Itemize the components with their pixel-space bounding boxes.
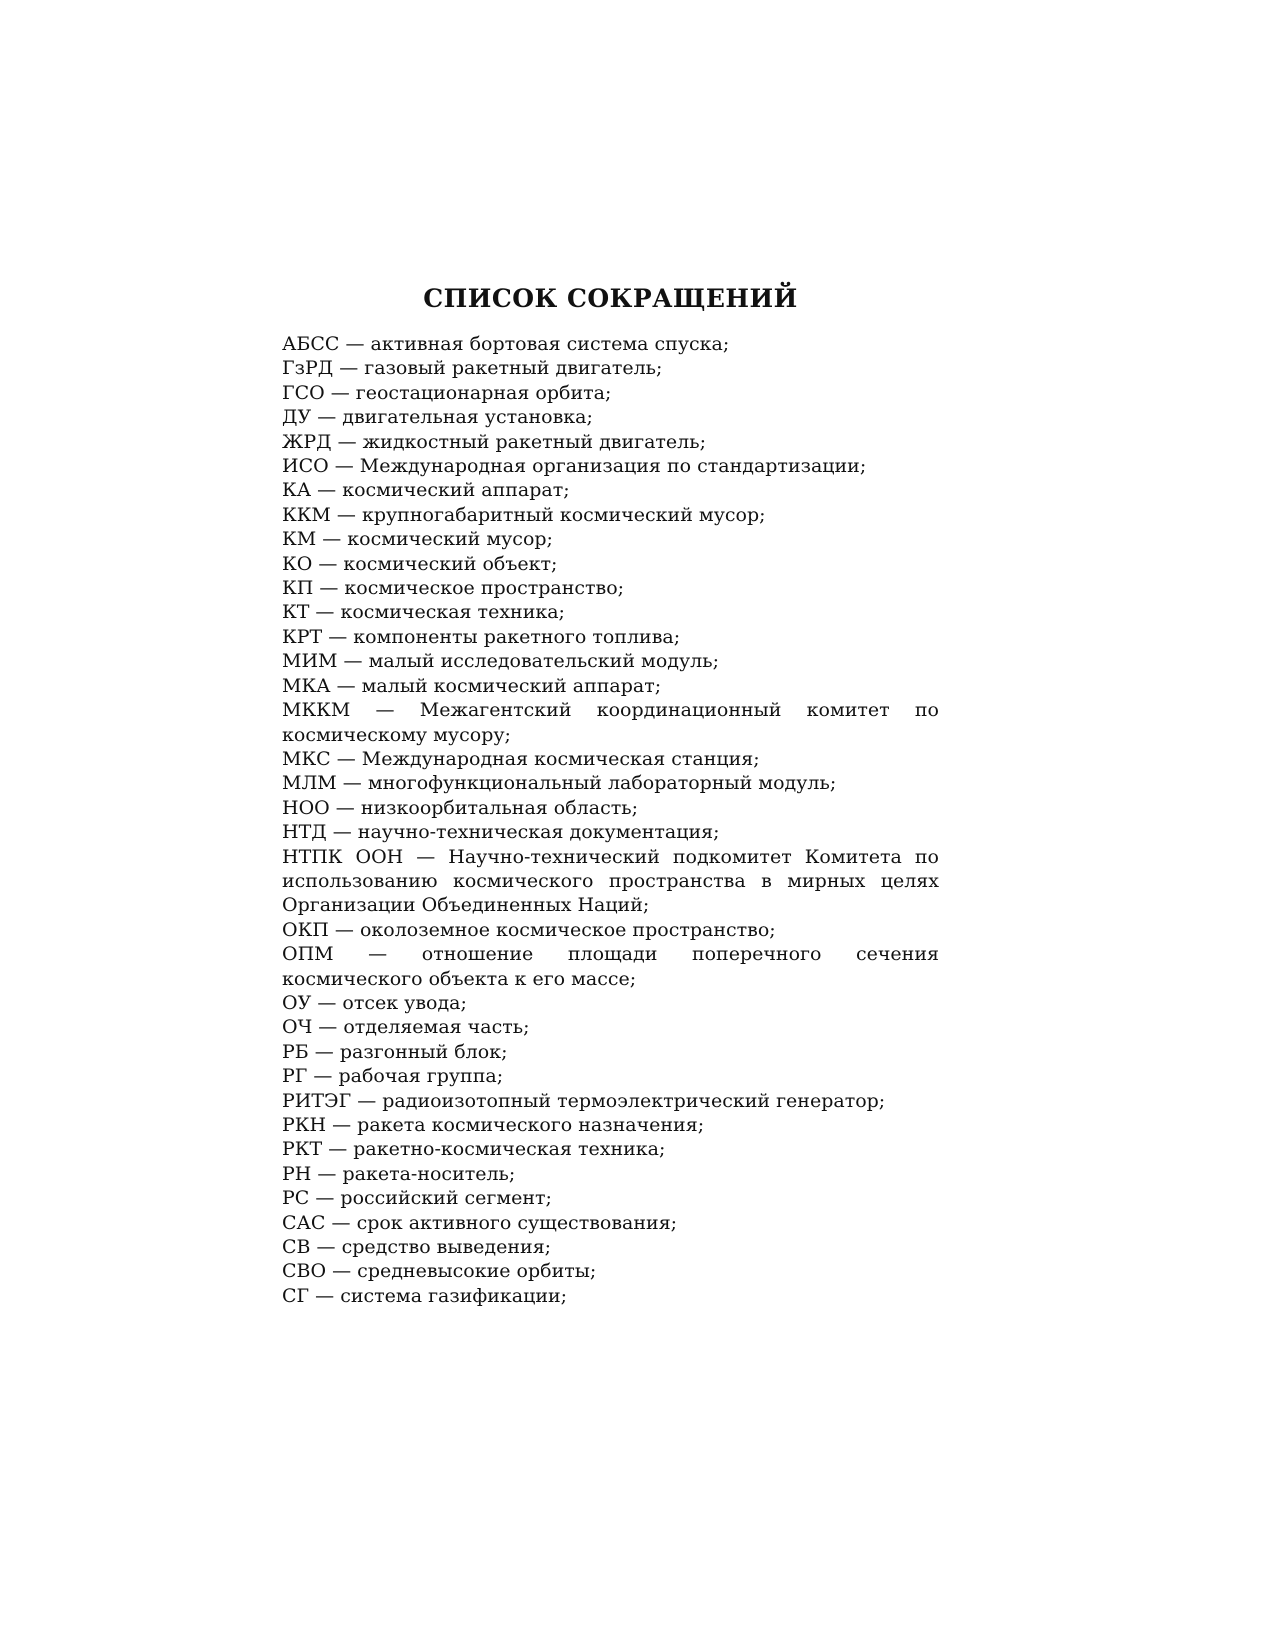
abbreviation-term: МИМ	[282, 650, 338, 673]
abbreviation-term: ОПМ	[282, 943, 334, 966]
abbreviation-definition: ракета космического назначения;	[357, 1114, 705, 1136]
abbreviation-definition: отсек увода;	[342, 991, 467, 1014]
abbreviation-definition: малый исследовательский модуль;	[368, 650, 719, 673]
abbreviation-definition: космический аппарат;	[342, 479, 570, 502]
abbreviation-term: НОО	[282, 796, 330, 819]
abbreviation-term: КМ	[282, 528, 317, 551]
abbreviation-entry	[282, 1211, 939, 1235]
abbreviation-definition: срок активного существования;	[356, 1211, 678, 1234]
abbreviation-term: МККМ	[282, 699, 351, 722]
abbreviation-entry	[282, 405, 939, 429]
abbreviation-entry	[282, 991, 939, 1015]
abbreviation-definition: Межагентский координационный комитет по космическому мусору;	[282, 699, 939, 746]
abbreviation-term: КП	[282, 577, 314, 600]
abbreviation-separator: —	[309, 601, 341, 624]
abbreviation-definition: отношение площади поперечного сечения космического объекта к его массе;	[282, 943, 939, 990]
abbreviation-separator: —	[337, 650, 369, 673]
abbreviation-separator: —	[339, 333, 371, 355]
abbreviation-definition: отделяемая часть;	[343, 1016, 530, 1039]
abbreviation-definition: околоземное космическое пространство;	[359, 918, 776, 941]
abbreviation-term: АБСС	[282, 333, 340, 355]
abbreviation-separator: —	[310, 1236, 342, 1259]
abbreviation-entry	[282, 771, 939, 795]
abbreviation-definition: низкоорбитальная область;	[360, 796, 638, 819]
abbreviation-term: ГзРД	[282, 357, 334, 380]
abbreviation-entry	[282, 527, 939, 551]
abbreviation-entry	[282, 356, 939, 380]
abbreviation-separator: —	[351, 1089, 383, 1112]
abbreviation-term: РИТЭГ	[282, 1089, 352, 1112]
abbreviation-entry	[282, 1162, 939, 1186]
abbreviation-entry	[282, 1089, 939, 1113]
abbreviation-separator: —	[324, 381, 356, 404]
abbreviation-separator: —	[350, 699, 420, 722]
abbreviation-entry	[282, 454, 939, 478]
abbreviation-term: СВО	[282, 1260, 327, 1283]
abbreviation-definition: многофункциональный лабораторный модуль;	[367, 772, 837, 795]
abbreviation-term: ОУ	[282, 991, 312, 1014]
abbreviation-separator: —	[326, 821, 358, 844]
abbreviation-entry	[282, 820, 939, 844]
abbreviation-entry	[282, 1284, 939, 1308]
abbreviation-entry	[282, 1040, 939, 1064]
abbreviation-definition: космический мусор;	[347, 528, 553, 551]
abbreviation-term: ОКП	[282, 918, 329, 941]
abbreviation-entry	[282, 1113, 939, 1137]
abbreviation-entry	[282, 674, 939, 698]
abbreviation-term: КТ	[282, 601, 310, 624]
abbreviation-entry	[282, 649, 939, 673]
abbreviation-separator: —	[330, 503, 362, 526]
abbreviation-definition: жидкостный ракетный двигатель;	[362, 430, 706, 453]
abbreviation-term: КРТ	[282, 625, 323, 648]
abbreviation-separator: —	[309, 1284, 341, 1307]
abbreviation-separator: —	[311, 406, 343, 429]
abbreviation-separator: —	[326, 1260, 358, 1283]
abbreviation-entry	[282, 503, 939, 527]
abbreviation-term: ИСО	[282, 455, 329, 478]
abbreviation-entry	[282, 576, 939, 600]
abbreviation-definition: двигательная установка;	[342, 406, 593, 429]
abbreviation-separator: —	[309, 1187, 341, 1210]
abbreviation-separator: —	[329, 796, 361, 819]
abbreviation-definition: средневысокие орбиты;	[357, 1260, 597, 1283]
abbreviation-separator: —	[325, 1211, 357, 1234]
abbreviation-definition: научно-техническая документация;	[357, 821, 720, 844]
abbreviation-term: РС	[282, 1187, 310, 1210]
abbreviation-term: ДУ	[282, 406, 312, 429]
abbreviation-entry	[282, 1015, 939, 1039]
abbreviation-separator: —	[311, 1162, 343, 1185]
abbreviation-definition: космическое пространство;	[344, 577, 625, 600]
abbreviation-definition: компоненты ракетного топлива;	[353, 625, 681, 648]
abbreviation-definition: разгонный блок;	[339, 1040, 508, 1063]
abbreviation-entry	[282, 332, 939, 356]
abbreviation-definition: система газификации;	[340, 1284, 568, 1307]
abbreviation-definition: малый космический аппарат;	[361, 674, 662, 697]
abbreviation-term: РБ	[282, 1040, 309, 1063]
abbreviation-definition: средство выведения;	[341, 1236, 552, 1259]
abbreviation-entry	[282, 1137, 939, 1161]
abbreviation-entry	[282, 747, 939, 771]
abbreviation-entry	[282, 600, 939, 624]
abbreviation-term: МЛМ	[282, 772, 337, 795]
abbreviation-entry	[282, 552, 939, 576]
abbreviation-definition: геостационарная орбита;	[355, 381, 612, 404]
abbreviation-entry	[282, 918, 939, 942]
abbreviation-term: СВ	[282, 1236, 311, 1259]
abbreviation-separator: —	[330, 674, 362, 697]
abbreviation-separator: —	[403, 845, 449, 868]
abbreviation-term: НТПК ООН	[282, 845, 404, 868]
abbreviation-term: РН	[282, 1162, 312, 1185]
page-title: СПИСОК СОКРАЩЕНИЙ	[423, 284, 798, 313]
abbreviation-entry	[282, 1064, 939, 1088]
abbreviation-term: МКА	[282, 674, 331, 697]
abbreviation-definition: активная бортовая система спуска;	[370, 333, 730, 355]
abbreviation-term: САС	[282, 1211, 326, 1234]
abbreviation-separator: —	[328, 918, 360, 941]
abbreviation-separator: —	[336, 772, 368, 795]
abbreviation-separator: —	[322, 625, 354, 648]
page-content	[282, 284, 939, 1308]
abbreviation-entry	[282, 430, 939, 454]
abbreviation-definition: космический объект;	[343, 552, 558, 575]
abbreviation-entry	[282, 1235, 939, 1259]
abbreviation-term: МКС	[282, 747, 331, 770]
abbreviation-separator: —	[308, 1040, 340, 1063]
abbreviation-separator: —	[328, 455, 360, 478]
abbreviation-term: РКН	[282, 1114, 327, 1136]
abbreviation-entry	[282, 625, 939, 649]
abbreviation-separator: —	[333, 357, 365, 380]
abbreviation-term: ККМ	[282, 503, 331, 526]
abbreviation-separator: —	[311, 479, 343, 502]
abbreviation-entry	[282, 1259, 939, 1283]
abbreviation-definition: российский сегмент;	[340, 1187, 552, 1210]
abbreviation-term: ЖРД	[282, 430, 332, 453]
abbreviation-definition: Научно-технический подкомитет Комитета по использованию космического пространства в мирных целях Организации Объединенных Наций;	[282, 845, 939, 917]
abbreviation-definition: рабочая группа;	[338, 1065, 504, 1088]
abbreviation-separator: —	[307, 1065, 339, 1088]
abbreviation-definition: Международная организация по стандартизации;	[359, 455, 867, 478]
abbreviation-separator: —	[316, 528, 348, 551]
abbreviation-term: НТД	[282, 821, 327, 844]
abbreviation-term: КО	[282, 552, 313, 575]
abbreviation-entry	[282, 796, 939, 820]
abbreviation-separator: —	[330, 747, 362, 770]
abbreviation-separator: —	[313, 577, 345, 600]
abbreviation-term: ОЧ	[282, 1016, 313, 1039]
abbreviation-definition: радиоизотопный термоэлектрический генератор;	[382, 1089, 886, 1112]
abbreviation-definition: ракетно-космическая техника;	[353, 1138, 666, 1161]
abbreviation-term: РКТ	[282, 1138, 323, 1161]
abbreviation-entry	[282, 845, 939, 918]
abbreviation-separator: —	[311, 991, 343, 1014]
abbreviation-separator: —	[331, 430, 363, 453]
abbreviation-term: РГ	[282, 1065, 308, 1088]
abbreviation-separator: —	[333, 943, 422, 966]
abbreviation-definition: ракета-носитель;	[342, 1162, 516, 1185]
abbreviation-entry	[282, 1186, 939, 1210]
abbreviation-separator: —	[312, 1016, 344, 1039]
abbreviation-entry	[282, 381, 939, 405]
abbreviation-list	[282, 332, 939, 1308]
abbreviation-separator: —	[322, 1138, 354, 1161]
abbreviation-separator: —	[326, 1114, 358, 1136]
abbreviation-definition: газовый ракетный двигатель;	[364, 357, 663, 380]
abbreviation-definition: космическая техника;	[340, 601, 565, 624]
abbreviation-separator: —	[312, 552, 344, 575]
abbreviation-entry	[282, 698, 939, 747]
abbreviation-entry	[282, 478, 939, 502]
abbreviation-term: КА	[282, 479, 312, 502]
abbreviation-definition: крупногабаритный космический мусор;	[361, 503, 766, 526]
abbreviation-entry	[282, 942, 939, 991]
abbreviation-term: СГ	[282, 1284, 310, 1307]
abbreviation-definition: Международная космическая станция;	[361, 747, 760, 770]
abbreviation-term: ГСО	[282, 381, 325, 404]
